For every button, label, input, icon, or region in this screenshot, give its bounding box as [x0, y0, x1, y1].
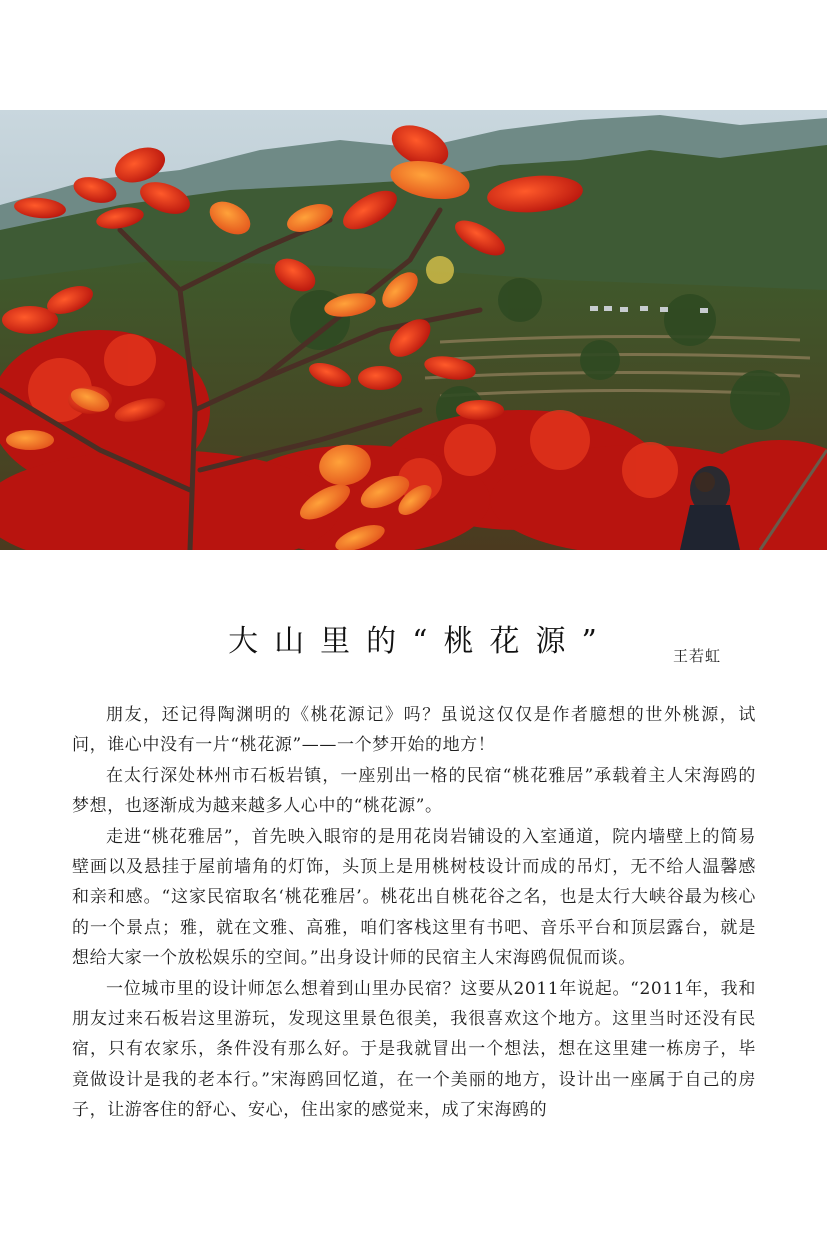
article-paragraph: 在太行深处林州市石板岩镇，一座别出一格的民宿“桃花雅居”承载着主人宋海鸥的梦想，也逐渐成为越来越多人心中的“桃花源”。 — [72, 765, 756, 817]
hero-photo-red-leaves-mountain-valley — [0, 110, 827, 550]
hero-photo-illustration — [0, 110, 827, 550]
article-paragraph: 走进“桃花雅居”，首先映入眼帘的是用花岗岩铺设的入室通道，院内墙壁上的简易壁画以及悬挂于屋前墙角的灯饰，头顶上是用桃树枝设计而成的吊灯，无不给人温馨感和亲和感。“这家民宿取名‘桃花雅居’。桃花出自桃花谷之名，也是太行大峡谷最为核心的一个景点；雅，就在文雅、高雅，咱们客栈这里有书吧、音乐平台和顶层露台，就是想给大家一个放松娱乐的空间。”出身设计师的民宿主人宋海鸥侃侃而谈。 — [72, 826, 756, 969]
article-paragraph: 朋友，还记得陶渊明的《桃花源记》吗？虽说这仅仅是作者臆想的世外桃源，试问，谁心中没有一片“桃花源”——一个梦开始的地方！ — [72, 705, 756, 756]
article-title: 大山里的“桃花源” — [228, 624, 613, 660]
article-body — [72, 700, 756, 1126]
article-author: 王若虹 — [672, 647, 721, 665]
article-paragraph: 一位城市里的设计师怎么想着到山里办民宿？这要从2011年说起。“2011年，我和朋友过来石板岩这里游玩，发现这里景色很美，我很喜欢这个地方。这里当时还没有民宿，只有农家乐，条件没有那么好。于是我就冒出一个想法，想在这里建一栋房子，毕竟做设计是我的老本行。”宋海鸥回忆道，在一个美丽的地方，设计出一座属于自己的房子，让游客住的舒心、安心，住出家的感觉来，成了宋海鸥的 — [72, 978, 756, 1121]
